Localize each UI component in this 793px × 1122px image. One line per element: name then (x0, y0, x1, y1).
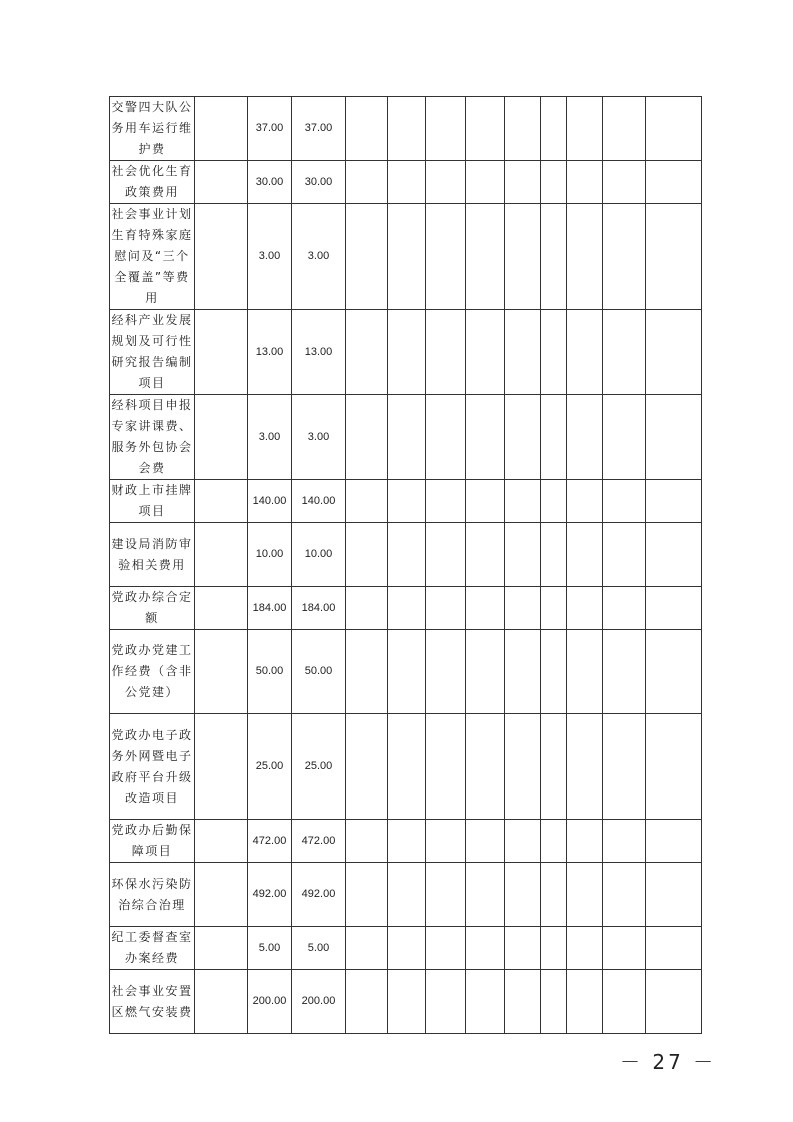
subtotal-amount-cell: 13.00 (292, 310, 346, 395)
table-row (110, 97, 702, 161)
empty-cell (541, 204, 567, 310)
empty-cell (346, 630, 388, 714)
empty-cell (346, 863, 388, 927)
empty-cell (541, 97, 567, 161)
total-amount-cell: 3.00 (248, 395, 292, 480)
empty-cell (346, 523, 388, 587)
table-row (110, 714, 702, 820)
empty-cell (466, 480, 505, 523)
empty-cell (195, 630, 248, 714)
empty-cell (388, 395, 426, 480)
table-row (110, 630, 702, 714)
table-row (110, 927, 702, 970)
empty-cell (567, 204, 603, 310)
empty-cell (603, 820, 646, 863)
empty-cell (388, 161, 426, 204)
empty-cell (195, 863, 248, 927)
empty-cell (541, 587, 567, 630)
empty-cell (646, 820, 702, 863)
empty-cell (466, 523, 505, 587)
subtotal-amount-cell: 50.00 (292, 630, 346, 714)
total-amount-cell: 5.00 (248, 927, 292, 970)
empty-cell (567, 161, 603, 204)
empty-cell (567, 395, 603, 480)
empty-cell (505, 523, 541, 587)
subtotal-amount-cell: 184.00 (292, 587, 346, 630)
project-name-cell: 经科产业发展规划及可行性研究报告编制项目 (110, 310, 195, 395)
empty-cell (646, 310, 702, 395)
empty-cell (388, 97, 426, 161)
empty-cell (466, 863, 505, 927)
empty-cell (466, 970, 505, 1034)
total-amount-cell: 140.00 (248, 480, 292, 523)
project-name-cell: 社会事业安置区燃气安装费 (110, 970, 195, 1034)
empty-cell (505, 480, 541, 523)
empty-cell (567, 310, 603, 395)
subtotal-amount-cell: 5.00 (292, 927, 346, 970)
project-name-cell: 建设局消防审验相关费用 (110, 523, 195, 587)
empty-cell (346, 970, 388, 1034)
empty-cell (346, 587, 388, 630)
empty-cell (541, 480, 567, 523)
empty-cell (466, 395, 505, 480)
subtotal-amount-cell: 10.00 (292, 523, 346, 587)
project-name-cell: 党政办党建工作经费（含非公党建） (110, 630, 195, 714)
empty-cell (603, 630, 646, 714)
empty-cell (388, 480, 426, 523)
empty-cell (346, 310, 388, 395)
empty-cell (466, 820, 505, 863)
empty-cell (346, 395, 388, 480)
total-amount-cell: 10.00 (248, 523, 292, 587)
empty-cell (567, 480, 603, 523)
empty-cell (646, 161, 702, 204)
empty-cell (603, 927, 646, 970)
subtotal-amount-cell: 37.00 (292, 97, 346, 161)
empty-cell (346, 820, 388, 863)
total-amount-cell: 50.00 (248, 630, 292, 714)
empty-cell (426, 714, 466, 820)
empty-cell (195, 395, 248, 480)
empty-cell (388, 820, 426, 863)
subtotal-amount-cell: 200.00 (292, 970, 346, 1034)
empty-cell (603, 204, 646, 310)
empty-cell (567, 97, 603, 161)
empty-cell (541, 820, 567, 863)
empty-cell (426, 927, 466, 970)
empty-cell (195, 204, 248, 310)
empty-cell (195, 310, 248, 395)
empty-cell (466, 587, 505, 630)
empty-cell (195, 927, 248, 970)
empty-cell (195, 480, 248, 523)
empty-cell (346, 161, 388, 204)
project-name-cell: 纪工委督查室办案经费 (110, 927, 195, 970)
empty-cell (505, 630, 541, 714)
empty-cell (541, 863, 567, 927)
empty-cell (346, 204, 388, 310)
empty-cell (646, 630, 702, 714)
empty-cell (466, 97, 505, 161)
empty-cell (388, 523, 426, 587)
total-amount-cell: 200.00 (248, 970, 292, 1034)
total-amount-cell: 30.00 (248, 161, 292, 204)
table-row (110, 395, 702, 480)
empty-cell (505, 927, 541, 970)
empty-cell (388, 204, 426, 310)
total-amount-cell: 3.00 (248, 204, 292, 310)
empty-cell (426, 161, 466, 204)
empty-cell (346, 480, 388, 523)
empty-cell (541, 161, 567, 204)
empty-cell (195, 714, 248, 820)
page-number: － 27 － (620, 1050, 717, 1074)
empty-cell (426, 204, 466, 310)
project-name-cell: 社会优化生育政策费用 (110, 161, 195, 204)
empty-cell (388, 310, 426, 395)
empty-cell (646, 97, 702, 161)
project-name-cell: 党政办后勤保障项目 (110, 820, 195, 863)
empty-cell (466, 630, 505, 714)
empty-cell (603, 310, 646, 395)
empty-cell (388, 714, 426, 820)
empty-cell (541, 927, 567, 970)
empty-cell (195, 970, 248, 1034)
empty-cell (426, 587, 466, 630)
empty-cell (505, 587, 541, 630)
empty-cell (541, 970, 567, 1034)
table-row (110, 204, 702, 310)
total-amount-cell: 25.00 (248, 714, 292, 820)
empty-cell (388, 927, 426, 970)
empty-cell (388, 863, 426, 927)
empty-cell (466, 927, 505, 970)
subtotal-amount-cell: 30.00 (292, 161, 346, 204)
empty-cell (466, 310, 505, 395)
empty-cell (646, 480, 702, 523)
empty-cell (466, 204, 505, 310)
empty-cell (567, 820, 603, 863)
empty-cell (346, 97, 388, 161)
empty-cell (388, 630, 426, 714)
subtotal-amount-cell: 140.00 (292, 480, 346, 523)
total-amount-cell: 472.00 (248, 820, 292, 863)
empty-cell (646, 523, 702, 587)
empty-cell (195, 97, 248, 161)
project-name-cell: 党政办综合定额 (110, 587, 195, 630)
empty-cell (505, 204, 541, 310)
empty-cell (646, 863, 702, 927)
empty-cell (426, 970, 466, 1034)
empty-cell (603, 395, 646, 480)
empty-cell (505, 820, 541, 863)
project-name-cell: 党政办电子政务外网暨电子政府平台升级改造项目 (110, 714, 195, 820)
empty-cell (541, 310, 567, 395)
empty-cell (195, 523, 248, 587)
total-amount-cell: 492.00 (248, 863, 292, 927)
empty-cell (603, 480, 646, 523)
empty-cell (646, 587, 702, 630)
empty-cell (195, 587, 248, 630)
empty-cell (505, 310, 541, 395)
subtotal-amount-cell: 472.00 (292, 820, 346, 863)
empty-cell (646, 395, 702, 480)
empty-cell (567, 714, 603, 820)
empty-cell (426, 395, 466, 480)
subtotal-amount-cell: 3.00 (292, 204, 346, 310)
empty-cell (541, 395, 567, 480)
budget-table (109, 96, 702, 1034)
table-row (110, 863, 702, 927)
empty-cell (346, 927, 388, 970)
subtotal-amount-cell: 492.00 (292, 863, 346, 927)
total-amount-cell: 37.00 (248, 97, 292, 161)
empty-cell (646, 204, 702, 310)
project-name-cell: 交警四大队公务用车运行维护费 (110, 97, 195, 161)
table-row (110, 970, 702, 1034)
table-row (110, 161, 702, 204)
empty-cell (505, 395, 541, 480)
empty-cell (505, 863, 541, 927)
empty-cell (426, 863, 466, 927)
empty-cell (567, 630, 603, 714)
empty-cell (505, 161, 541, 204)
empty-cell (567, 863, 603, 927)
empty-cell (603, 970, 646, 1034)
empty-cell (541, 714, 567, 820)
table-row (110, 820, 702, 863)
table-row (110, 310, 702, 395)
empty-cell (567, 927, 603, 970)
empty-cell (505, 714, 541, 820)
empty-cell (346, 714, 388, 820)
subtotal-amount-cell: 3.00 (292, 395, 346, 480)
empty-cell (646, 970, 702, 1034)
project-name-cell: 社会事业计划生育特殊家庭慰问及“三个全覆盖”等费用 (110, 204, 195, 310)
table-row (110, 523, 702, 587)
empty-cell (603, 97, 646, 161)
empty-cell (505, 970, 541, 1034)
empty-cell (426, 630, 466, 714)
empty-cell (388, 970, 426, 1034)
empty-cell (603, 714, 646, 820)
empty-cell (388, 587, 426, 630)
empty-cell (603, 523, 646, 587)
empty-cell (426, 97, 466, 161)
empty-cell (603, 863, 646, 927)
empty-cell (195, 161, 248, 204)
empty-cell (505, 97, 541, 161)
empty-cell (426, 820, 466, 863)
empty-cell (426, 310, 466, 395)
project-name-cell: 财政上市挂牌项目 (110, 480, 195, 523)
total-amount-cell: 184.00 (248, 587, 292, 630)
table-body (110, 97, 702, 1034)
table-row (110, 480, 702, 523)
empty-cell (603, 587, 646, 630)
empty-cell (646, 927, 702, 970)
empty-cell (426, 480, 466, 523)
empty-cell (195, 820, 248, 863)
empty-cell (541, 630, 567, 714)
empty-cell (567, 970, 603, 1034)
empty-cell (466, 714, 505, 820)
empty-cell (541, 523, 567, 587)
empty-cell (466, 161, 505, 204)
project-name-cell: 环保水污染防治综合治理 (110, 863, 195, 927)
empty-cell (567, 587, 603, 630)
empty-cell (426, 523, 466, 587)
total-amount-cell: 13.00 (248, 310, 292, 395)
project-name-cell: 经科项目申报专家讲课费、服务外包协会会费 (110, 395, 195, 480)
subtotal-amount-cell: 25.00 (292, 714, 346, 820)
empty-cell (646, 714, 702, 820)
empty-cell (603, 161, 646, 204)
table-row (110, 587, 702, 630)
empty-cell (567, 523, 603, 587)
